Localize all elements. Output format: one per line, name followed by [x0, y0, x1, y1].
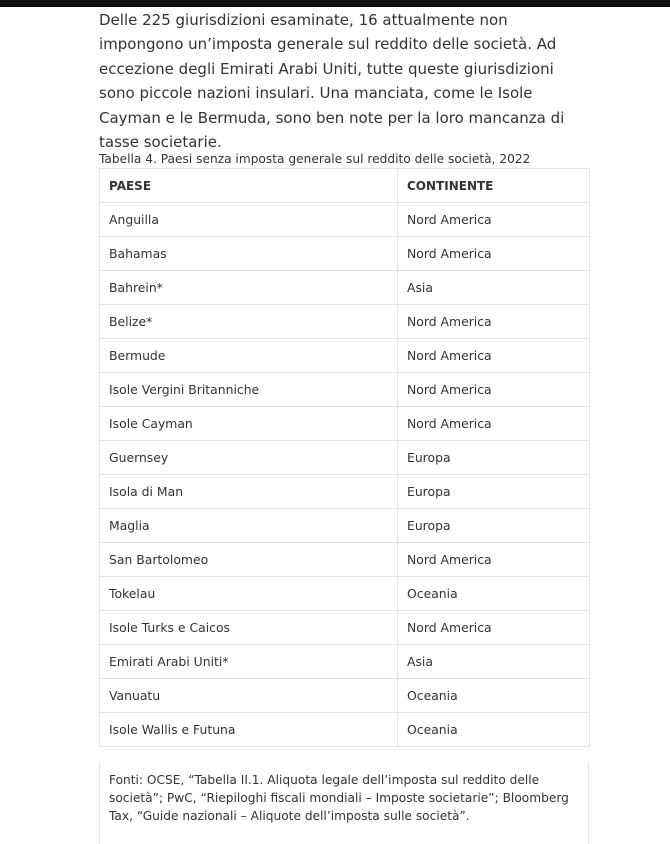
country-cell: Isole Wallis e Futuna — [100, 713, 398, 747]
table-row — [100, 645, 590, 679]
country-cell: Tokelau — [100, 577, 398, 611]
table-row — [100, 271, 590, 305]
country-cell: San Bartolomeo — [100, 543, 398, 577]
continent-cell: Nord America — [398, 237, 590, 271]
table-row — [100, 305, 590, 339]
continent-cell: Europa — [398, 441, 590, 475]
table-notes — [99, 763, 589, 844]
country-cell: Bahamas — [100, 237, 398, 271]
continent-cell: Nord America — [398, 339, 590, 373]
column-header-country: PAESE — [100, 169, 398, 203]
continent-cell: Nord America — [398, 543, 590, 577]
table-row — [100, 475, 590, 509]
continent-cell: Oceania — [398, 679, 590, 713]
continent-cell: Nord America — [398, 203, 590, 237]
continent-cell: Nord America — [398, 611, 590, 645]
continent-cell: Europa — [398, 509, 590, 543]
table-row — [100, 509, 590, 543]
country-cell: Bahrein* — [100, 271, 398, 305]
continent-cell: Nord America — [398, 407, 590, 441]
country-cell: Isole Cayman — [100, 407, 398, 441]
country-cell: Isole Turks e Caicos — [100, 611, 398, 645]
column-header-continent: CONTINENTE — [398, 169, 590, 203]
country-cell: Isola di Man — [100, 475, 398, 509]
table-caption: Tabella 4. Paesi senza imposta generale sul reddito delle società, 2022 — [99, 152, 531, 166]
country-cell: Bermude — [100, 339, 398, 373]
table-row — [100, 577, 590, 611]
continent-cell: Asia — [398, 645, 590, 679]
table-row — [100, 339, 590, 373]
continent-cell: Oceania — [398, 577, 590, 611]
table-row — [100, 407, 590, 441]
data-table — [99, 168, 590, 747]
table-row — [100, 543, 590, 577]
continent-cell: Oceania — [398, 713, 590, 747]
continent-cell: Europa — [398, 475, 590, 509]
country-cell: Guernsey — [100, 441, 398, 475]
table-row — [100, 203, 590, 237]
country-cell: Anguilla — [100, 203, 398, 237]
continent-cell: Nord America — [398, 373, 590, 407]
country-cell: Vanuatu — [100, 679, 398, 713]
country-cell: Maglia — [100, 509, 398, 543]
continent-cell: Asia — [398, 271, 590, 305]
country-cell: Isole Vergini Britanniche — [100, 373, 398, 407]
table-row — [100, 237, 590, 271]
country-cell: Emirati Arabi Uniti* — [100, 645, 398, 679]
table-row — [100, 441, 590, 475]
country-cell: Belize* — [100, 305, 398, 339]
table-row — [100, 373, 590, 407]
table-row — [100, 611, 590, 645]
intro-paragraph: Delle 225 giurisdizioni esaminate, 16 attualmente non impongono un’imposta generale sul reddito delle società. Ad eccezione degli Emirati Arabi Uniti, tutte queste giurisdizioni sono piccole nazioni insulari. Una manciata, come le Isole Cayman e le Bermuda, sono ben note per la loro mancanza di tasse societarie. — [99, 11, 565, 152]
continent-cell: Nord America — [398, 305, 590, 339]
sources-note: Fonti: OCSE, “Tabella II.1. Aliquota legale dell’imposta sul reddito delle società”; PwC, “Riepiloghi fiscali mondiali – Imposte societarie”; Bloomberg Tax, “Guide nazionali – Aliquote dell’imposta sulle società”. — [109, 773, 569, 823]
table-header-row — [100, 169, 590, 203]
table-row — [100, 713, 590, 747]
table-row — [100, 679, 590, 713]
top-bar — [0, 0, 670, 7]
